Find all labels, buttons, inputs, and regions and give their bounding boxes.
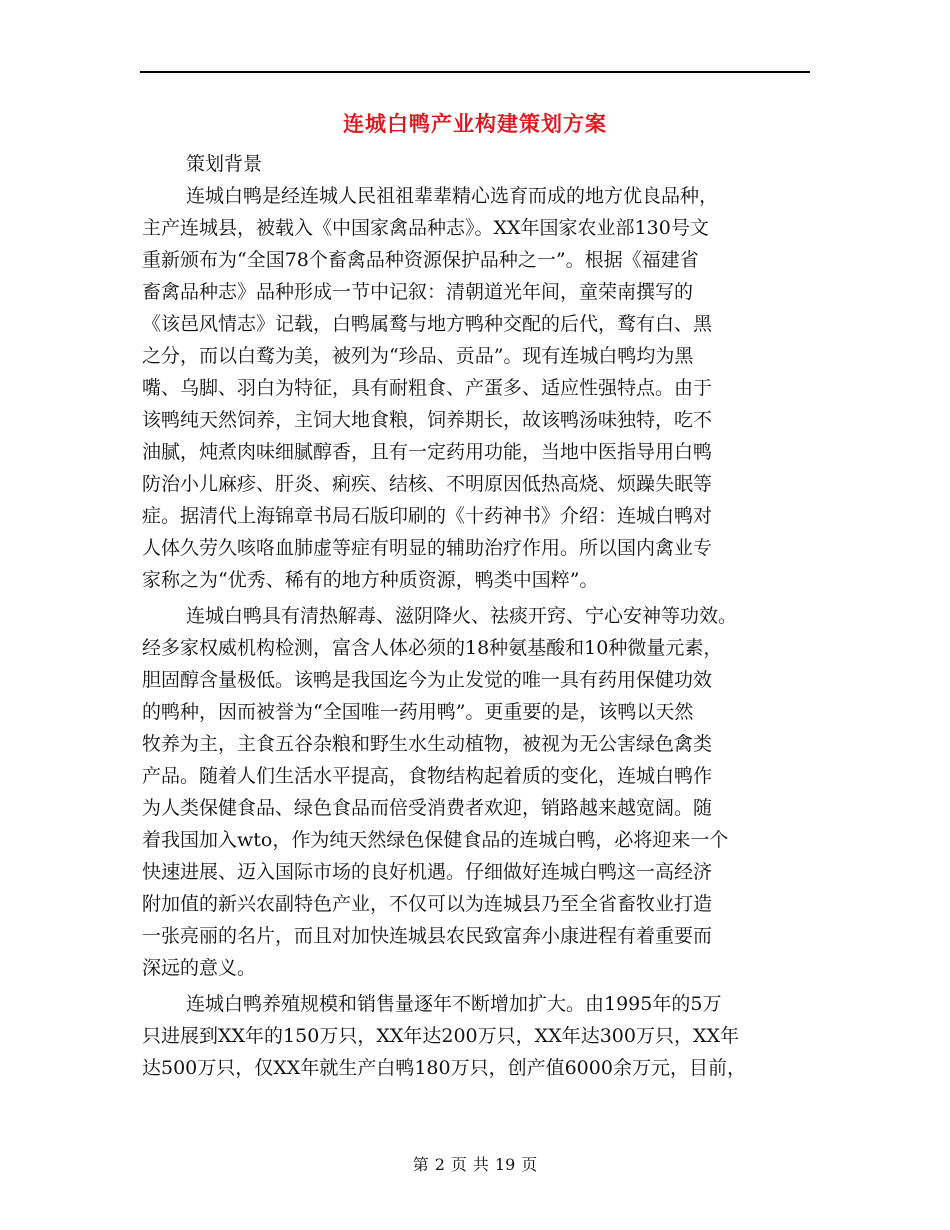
text-line: 家称之为“优秀、稀有的地方种质资源，鸭类中国粹”。 [142,569,599,591]
text-line: 之分，而以白鹜为美，被列为“珍品、贡品”。现有连城白鸭均为黑 [142,345,694,367]
text-line: 经多家权威机构检测，富含人体必须的18种氨基酸和10种微量元素， [142,637,723,659]
footer-total-pages: 19 [494,1155,516,1174]
text-line: 为人类保健食品、绿色食品而倍受消费者欢迎，销路越来越宽阔。随 [142,797,713,819]
text-line: 产品。随着人们生活水平提高，食物结构起着质的变化，连城白鸭作 [142,765,713,787]
text-line: 策划背景 [186,153,263,175]
footer-ye2: 页 [521,1155,538,1174]
page-footer [0,1152,950,1175]
text-line: 重新颁布为“全国78个畜禽品种资源保护品种之一”。根据《福建省 [142,249,699,271]
text-line: 连城白鸭是经连城人民祖祖辈辈精心选育而成的地方优良品种， [186,185,719,207]
header-rule [140,71,810,73]
text-line: 深远的意义。 [142,957,257,979]
text-line: 主产连城县，被载入《中国家禽品种志》。XX年国家农业部130号文 [142,217,709,239]
footer-gong: 共 [472,1155,489,1174]
text-line: 快速进展、迈入国际市场的良好机遇。仔细做好连城白鸭这一高经济 [142,861,713,883]
document-title: 连城白鸭产业构建策划方案 [343,112,607,136]
text-line: 一张亮丽的名片，而且对加快连城县农民致富奔小康进程有着重要而 [142,925,713,947]
text-line: 嘴、乌脚、羽白为特征，具有耐粗食、产蛋多、适应性强特点。由于 [142,377,713,399]
text-line: 畜禽品种志》品种形成一节中记叙：清朝道光年间，童荣南撰写的 [142,281,694,303]
footer-ye: 页 [450,1155,467,1174]
text-line: 《该邑风情志》记载，白鸭属鹜与地方鸭种交配的后代，鹜有白、黑 [142,313,713,335]
footer-di: 第 [412,1155,429,1174]
footer-page-number: 2 [434,1155,445,1174]
text-line: 防治小儿麻疹、肝炎、痢疾、结核、不明原因低热高烧、烦躁失眠等 [142,473,713,495]
text-line: 胆固醇含量极低。该鸭是我国迄今为止发觉的唯一具有药用保健功效 [142,669,713,691]
text-line: 达500万只，仅XX年就生产白鸭180万只，创产值6000余万元，目前， [142,1057,746,1079]
text-line: 人体久劳久咳咯血肺虚等症有明显的辅助治疗作用。所以国内禽业专 [142,537,713,559]
text-line: 油腻，炖煮肉味细腻醇香，且有一定药用功能，当地中医指导用白鸭 [142,441,713,463]
text-line: 着我国加入wto，作为纯天然绿色保健食品的连城白鸭，必将迎来一个 [142,829,729,851]
text-line: 的鸭种，因而被誉为“全国唯一药用鸭”。更重要的是，该鸭以天然 [142,701,694,723]
text-line: 连城白鸭具有清热解毒、滋阴降火、祛痰开窍、宁心安神等功效。 [186,605,738,627]
text-line: 牧养为主，主食五谷杂粮和野生水生动植物，被视为无公害绿色禽类 [142,733,713,755]
text-line: 只进展到XX年的150万只，XX年达200万只，XX年达300万只，XX年 [142,1025,740,1047]
document-body [142,148,810,1084]
text-line: 附加值的新兴农副特色产业，不仅可以为连城县乃至全省畜牧业打造 [142,893,713,915]
text-line: 症。据清代上海锦章书局石版印刷的《十药神书》介绍：连城白鸭对 [142,505,713,527]
text-line: 该鸭纯天然饲养，主饲大地食粮，饲养期长，故该鸭汤味独特，吃不 [142,409,713,431]
text-line: 连城白鸭养殖规模和销售量逐年不断增加扩大。由1995年的5万 [186,993,722,1015]
